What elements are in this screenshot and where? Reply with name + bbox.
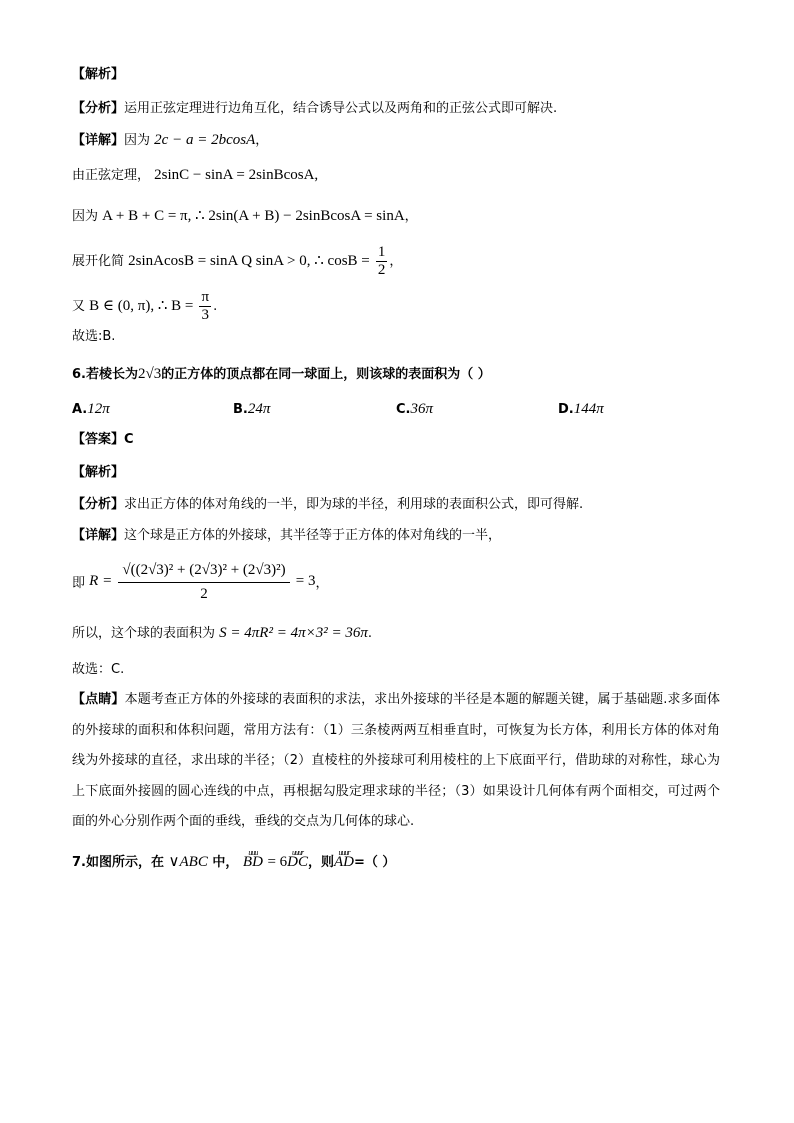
q5-line3 xyxy=(72,206,418,227)
q6-answer-tag: 【答案】 xyxy=(72,432,125,447)
q5-fenxi-line xyxy=(72,99,557,119)
q5-fenxi-tag: 【分析】 xyxy=(72,101,125,116)
q5-answer-line: 故选:B. xyxy=(72,329,116,344)
q5-line5 xyxy=(72,289,217,324)
q6-option-c xyxy=(396,399,433,420)
q5-line5-math: B ∈ (0, π), ∴ B = xyxy=(89,298,194,314)
q6-dianjing-paragraph xyxy=(72,685,720,838)
q5-line1-suffix: ， xyxy=(255,133,269,148)
q6-stem-math: 2√3 xyxy=(137,366,162,382)
q5-line4-suffix: ， xyxy=(389,254,403,269)
q7-stem-suffix: =（ ） xyxy=(354,855,396,870)
q6-area-math: S = 4πR² = 4π×3² = 36π xyxy=(219,625,368,641)
q5-jiexi-heading: 【解析】 xyxy=(72,67,125,82)
q6-stem xyxy=(72,364,491,385)
q5-line5-frac-den: 3 xyxy=(201,307,210,323)
q5-line3-prefix: 因为 xyxy=(72,209,99,224)
q7-vector-dc: uuur DC xyxy=(287,852,308,872)
q5-xiangjie-line xyxy=(72,130,268,151)
q6-answer-line: 故选：C. xyxy=(72,662,125,677)
q5-line4-fraction xyxy=(376,244,388,279)
q5-line4-prefix: 展开化简 xyxy=(72,254,125,269)
q5-line5-suffix: . xyxy=(213,299,218,314)
q6-option-b-label: B. xyxy=(233,402,248,417)
q7-triangle: ∨ABC xyxy=(168,854,208,870)
q6-stem-prefix: 6.若棱长为 xyxy=(72,367,138,382)
q6-r-lhs: R = xyxy=(89,573,113,589)
q7-mid2: ，则 xyxy=(308,855,335,870)
q5-line5-fraction xyxy=(199,289,211,324)
q5-line2-math: 2sinC − sinA = 2sinBcosA, xyxy=(154,167,319,183)
q5-line2-prefix: 由正弦定理， xyxy=(72,168,151,183)
q6-option-c-label: C. xyxy=(396,402,411,417)
q6-xiangjie-text: 这个球是正方体的外接球，其半径等于正方体的体对角线的一半， xyxy=(124,528,502,543)
q6-ji-prefix: 即 xyxy=(72,576,86,591)
q6-option-b xyxy=(233,399,270,420)
q6-r-suffix: ， xyxy=(315,576,329,591)
q5-line4-frac-num: 1 xyxy=(377,244,386,260)
q6-area-prefix: 所以，这个球的表面积为 xyxy=(72,626,216,641)
q5-xiangjie-tag: 【详解】 xyxy=(72,133,125,148)
q6-option-a-value: 12π xyxy=(87,401,110,417)
q6-area-line xyxy=(72,623,372,644)
q6-r-numerator: √((2√3)² + (2√3)² + (2√3)²) xyxy=(118,558,289,583)
q7-vector-bd: uuu BD xyxy=(243,852,263,872)
q5-line3-suffix: ， xyxy=(404,209,418,224)
q6-r-result: = 3 xyxy=(295,573,316,589)
q5-line5-frac-num: π xyxy=(201,289,210,305)
q5-line1-prefix: 因为 xyxy=(124,133,151,148)
q7-stem-prefix: 7.如图所示，在 xyxy=(72,855,164,870)
q6-fenxi-text: 求出正方体的体对角线的一半，即为球的半径，利用球的表面积公式，即可得解. xyxy=(124,497,584,512)
q6-fenxi-line xyxy=(72,495,583,515)
q6-dianjing-text: 本题考查正方体的外接球的表面积的求法，求出外接球的半径是本题的解题关键，属于基础题.求多面体的外接球的面积和体积问题，常用方法有：（1）三条棱两两互相垂直时，可恢复为长方体，利用长方体的体对角线为外接球的直径，求出球的半径；（2）直棱柱的外接球可利用棱柱的上下底面平行，借助球的对称性，球心为上下底面外接圆的圆心连线的中点，再根据勾股定理求球的半径；（3）如果设计几何体有两个面相交，可过两个面的外心分别作两个面的垂线，垂线的交点为几何体的球心. xyxy=(72,692,720,829)
q6-option-a-label: A. xyxy=(72,402,88,417)
q5-line3-math: A + B + C = π, ∴ 2sin(A + B) − 2sinBcosA = sinA xyxy=(102,208,405,224)
q5-line4-math: 2sinAcosB = sinA Q sinA > 0, ∴ cosB = xyxy=(128,253,370,269)
q6-option-d-value: 144π xyxy=(573,401,604,417)
q7-mid1: 中， xyxy=(212,855,239,870)
q6-option-d-label: D. xyxy=(558,402,574,417)
q5-line5-prefix: 又 xyxy=(72,299,86,314)
q7-stem xyxy=(72,852,395,873)
q6-fenxi-tag: 【分析】 xyxy=(72,497,125,512)
q7-eq: = 6 xyxy=(267,854,288,870)
q6-answer xyxy=(72,430,134,450)
q6-answer-value: C xyxy=(124,432,134,447)
q5-fenxi-text: 运用正弦定理进行边角互化，结合诱导公式以及两角和的正弦公式即可解决. xyxy=(124,101,558,116)
q5-line4 xyxy=(72,244,402,279)
q5-line1-math: 2c − a = 2bcosA xyxy=(154,132,256,148)
q6-option-b-value: 24π xyxy=(247,401,271,417)
q6-option-c-value: 36π xyxy=(410,401,433,417)
q6-radius-formula xyxy=(72,558,329,605)
q6-area-suffix: . xyxy=(367,626,372,641)
q6-jiexi-heading: 【解析】 xyxy=(72,465,125,480)
q5-line2 xyxy=(72,165,318,186)
q5-line4-frac-den: 2 xyxy=(377,262,386,278)
q6-option-d xyxy=(558,399,604,420)
q6-stem-suffix: 的正方体的顶点都在同一球面上，则该球的表面积为（ ） xyxy=(161,367,491,382)
q6-r-denominator: 2 xyxy=(200,586,208,602)
q6-xiangjie-line xyxy=(72,526,501,546)
q7-vector-ad: uuur AD xyxy=(334,852,354,872)
q6-r-fraction xyxy=(118,558,289,605)
q6-option-a xyxy=(72,399,110,420)
q6-xiangjie-tag: 【详解】 xyxy=(72,528,125,543)
q6-dianjing-tag: 【点睛】 xyxy=(72,692,125,707)
